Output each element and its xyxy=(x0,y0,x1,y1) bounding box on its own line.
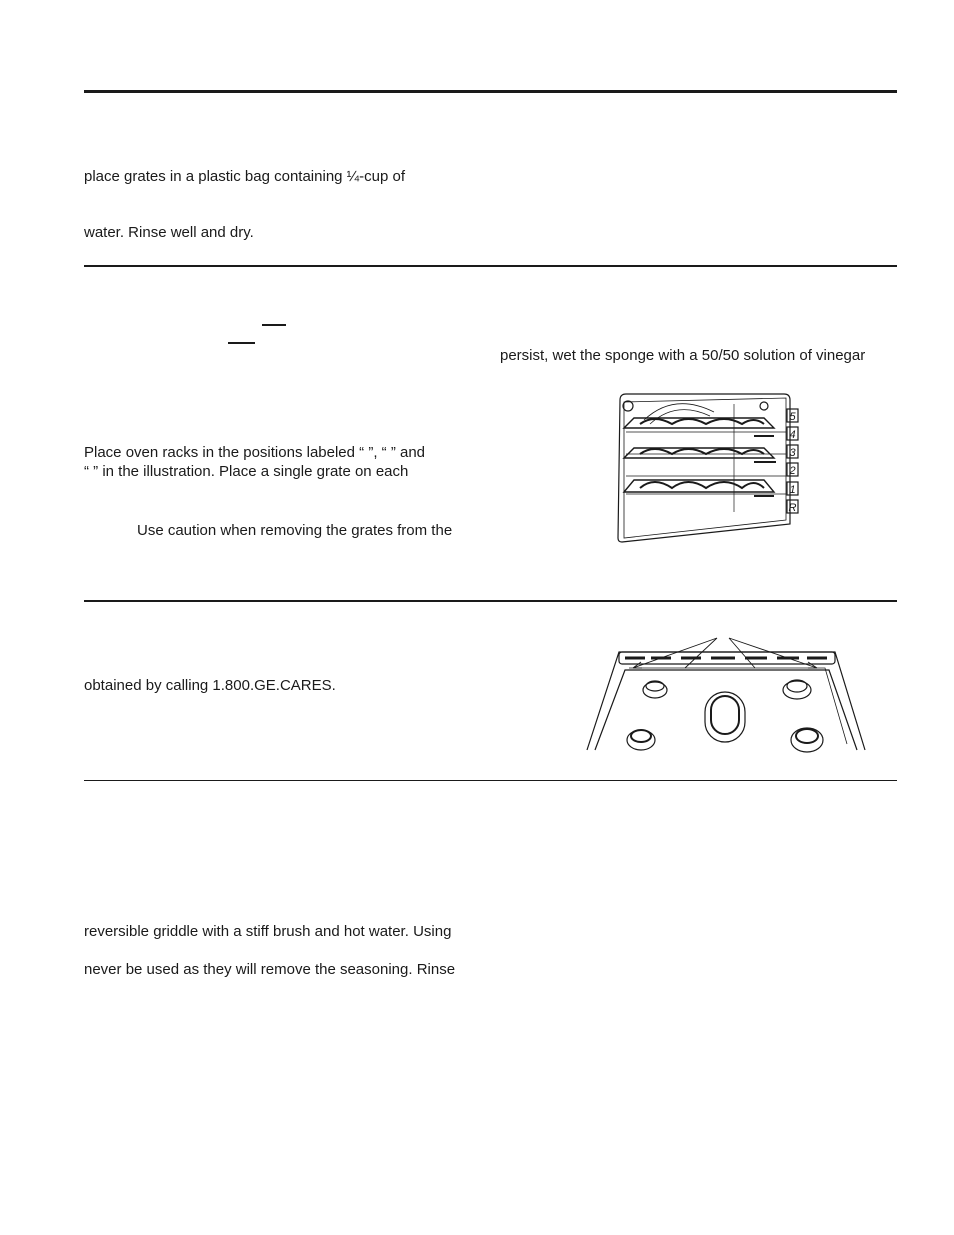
caution-text-line: Use caution when removing the grates from the xyxy=(137,522,453,539)
section-divider-2 xyxy=(84,600,897,602)
oven-rack-illustration xyxy=(614,392,804,544)
phone-text-line: obtained by calling 1.800.GE.CARES. xyxy=(84,677,336,694)
vinegar-text-line: persist, wet the sponge with a 50/50 solution of vinegar xyxy=(500,347,866,364)
grates-text-line-2: water. Rinse well and dry. xyxy=(84,224,254,241)
griddle-text-line-2: never be used as they will remove the seasoning. Rinse xyxy=(84,961,456,978)
rack-label-1: 1 xyxy=(789,484,796,496)
racks-text-line-1: Place oven racks in the positions labeled “ ”, “ ” and xyxy=(84,444,426,461)
griddle-text-line-1: reversible griddle with a stiff brush and hot water. Using xyxy=(84,923,452,940)
rack-label-4: 4 xyxy=(789,429,796,441)
rack-label-r: R xyxy=(788,502,797,514)
cooktop-illustration xyxy=(585,634,867,750)
top-rule xyxy=(84,90,897,93)
section-divider-3 xyxy=(84,780,897,781)
section-divider-1 xyxy=(84,265,897,267)
rack-label-2: 2 xyxy=(789,465,796,477)
rack-label-5: 5 xyxy=(789,411,796,423)
grates-text-line-1: place grates in a plastic bag containing ¼-cup of xyxy=(84,168,406,185)
underline-mark-1 xyxy=(262,324,286,326)
rack-label-3: 3 xyxy=(789,447,796,459)
underline-mark-2 xyxy=(228,342,255,344)
racks-text-line-2: “ ” in the illustration. Place a single grate on each xyxy=(84,463,409,480)
